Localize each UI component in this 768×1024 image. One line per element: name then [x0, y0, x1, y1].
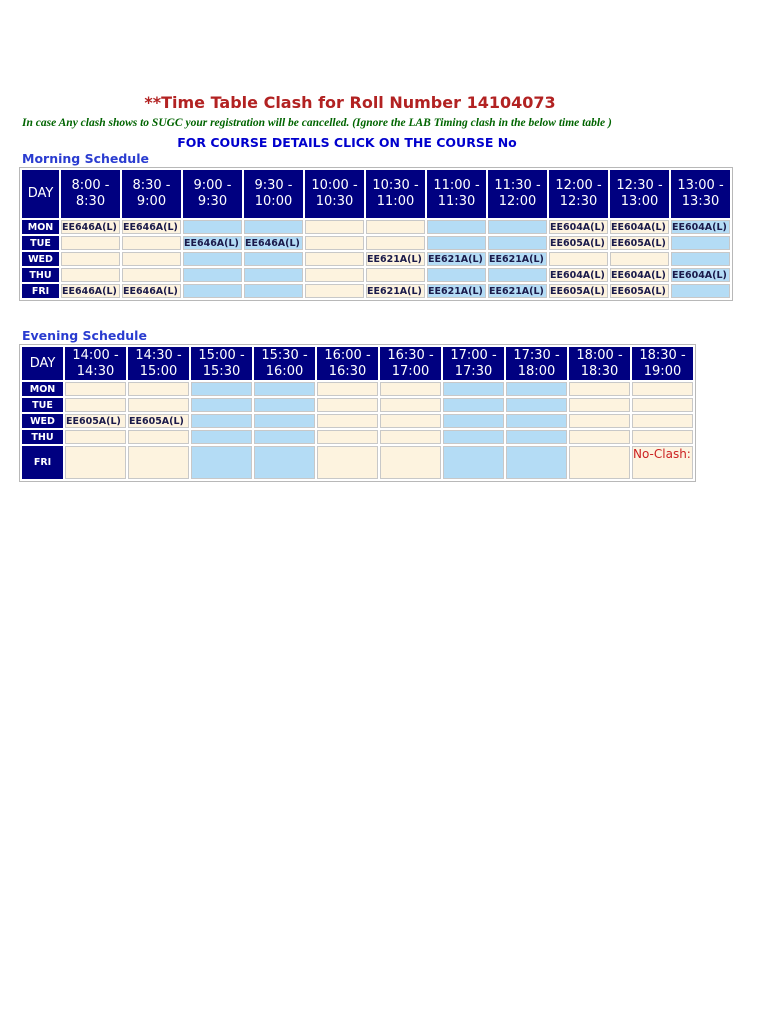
course-code-link[interactable]: EE621A(L)	[489, 253, 544, 265]
course-code-link[interactable]: EE646A(L)	[123, 285, 178, 297]
schedule-cell	[366, 220, 425, 234]
schedule-cell	[443, 414, 504, 428]
course-code-link[interactable]: EE605A(L)	[611, 237, 666, 249]
schedule-cell	[569, 430, 630, 444]
day-label: WED	[22, 414, 63, 428]
schedule-cell	[244, 268, 303, 282]
schedule-cell	[671, 236, 730, 250]
course-code-link[interactable]: EE646A(L)	[62, 221, 117, 233]
schedule-cell	[366, 236, 425, 250]
schedule-cell	[671, 268, 730, 282]
schedule-cell	[610, 236, 669, 250]
schedule-cell	[122, 268, 181, 282]
course-code-link[interactable]: EE621A(L)	[367, 253, 422, 265]
schedule-cell	[183, 236, 242, 250]
time-slot-header: 17:00 - 17:30	[443, 347, 504, 380]
course-code-link[interactable]: EE604A(L)	[672, 269, 727, 281]
schedule-cell	[128, 414, 189, 428]
schedule-cell	[506, 446, 567, 479]
day-column-header: DAY	[22, 170, 59, 218]
schedule-cell	[122, 236, 181, 250]
course-code-link[interactable]: EE621A(L)	[428, 285, 483, 297]
schedule-cell	[191, 382, 252, 396]
schedule-cell	[305, 220, 364, 234]
schedule-cell	[549, 268, 608, 282]
time-slot-header: 18:00 - 18:30	[569, 347, 630, 380]
schedule-row-thu	[22, 430, 693, 444]
course-code-link[interactable]: EE646A(L)	[245, 237, 300, 249]
schedule-cell	[610, 284, 669, 298]
course-code-link[interactable]: EE621A(L)	[489, 285, 544, 297]
schedule-cell	[254, 414, 315, 428]
schedule-cell	[65, 382, 126, 396]
schedule-cell	[183, 220, 242, 234]
schedule-cell	[305, 236, 364, 250]
schedule-cell	[488, 252, 547, 266]
evening-schedule-table	[19, 344, 696, 482]
time-slot-header: 14:00 - 14:30	[65, 347, 126, 380]
schedule-cell	[65, 430, 126, 444]
schedule-cell	[183, 284, 242, 298]
schedule-cell	[427, 252, 486, 266]
header-row	[22, 347, 693, 380]
schedule-cell	[61, 252, 120, 266]
schedule-cell	[380, 398, 441, 412]
course-code-link[interactable]: EE604A(L)	[550, 221, 605, 233]
schedule-cell	[122, 284, 181, 298]
schedule-cell	[427, 284, 486, 298]
schedule-cell	[317, 414, 378, 428]
schedule-cell	[317, 398, 378, 412]
course-code-link[interactable]: EE621A(L)	[428, 253, 483, 265]
schedule-cell	[61, 268, 120, 282]
schedule-row-thu	[22, 268, 730, 282]
time-slot-header: 11:00 - 11:30	[427, 170, 486, 218]
schedule-cell	[506, 414, 567, 428]
time-slot-header: 10:00 - 10:30	[305, 170, 364, 218]
morning-schedule-table	[19, 167, 733, 301]
schedule-cell	[183, 268, 242, 282]
schedule-cell	[65, 414, 126, 428]
schedule-cell	[305, 268, 364, 282]
schedule-cell	[427, 268, 486, 282]
time-slot-header: 15:30 - 16:00	[254, 347, 315, 380]
schedule-row-tue	[22, 236, 730, 250]
schedule-cell	[61, 220, 120, 234]
schedule-cell	[305, 284, 364, 298]
schedule-cell	[191, 398, 252, 412]
course-details-link[interactable]: FOR COURSE DETAILS CLICK ON THE COURSE No	[177, 135, 517, 150]
schedule-cell	[254, 430, 315, 444]
course-code-link[interactable]: EE605A(L)	[129, 415, 184, 427]
schedule-cell	[632, 398, 693, 412]
day-column-header: DAY	[22, 347, 63, 380]
morning-schedule-label: Morning Schedule	[22, 151, 149, 166]
schedule-cell	[443, 446, 504, 479]
schedule-cell	[61, 284, 120, 298]
time-slot-header: 18:30 - 19:00	[632, 347, 693, 380]
time-slot-header: 12:00 - 12:30	[549, 170, 608, 218]
schedule-cell	[671, 220, 730, 234]
day-label: THU	[22, 268, 59, 282]
schedule-cell	[244, 252, 303, 266]
schedule-cell	[427, 236, 486, 250]
page-title: **Time Table Clash for Roll Number 14104073	[144, 93, 556, 112]
clash-warning-note: In case Any clash shows to SUGC your registration will be cancelled. (Ignore the LAB Timing clash in the below time table )	[22, 117, 612, 129]
schedule-cell	[122, 220, 181, 234]
course-code-link[interactable]: EE605A(L)	[611, 285, 666, 297]
schedule-cell	[506, 398, 567, 412]
schedule-cell	[427, 220, 486, 234]
header-row	[22, 170, 730, 218]
schedule-row-fri	[22, 446, 693, 479]
day-label: TUE	[22, 398, 63, 412]
schedule-cell	[610, 220, 669, 234]
schedule-cell	[610, 252, 669, 266]
time-slot-header: 9:30 - 10:00	[244, 170, 303, 218]
day-label: MON	[22, 382, 63, 396]
schedule-cell	[191, 430, 252, 444]
time-slot-header: 16:00 - 16:30	[317, 347, 378, 380]
schedule-cell	[305, 252, 364, 266]
day-label: TUE	[22, 236, 59, 250]
schedule-cell	[128, 446, 189, 479]
schedule-cell	[632, 430, 693, 444]
schedule-cell	[254, 398, 315, 412]
schedule-row-mon	[22, 382, 693, 396]
schedule-cell	[632, 414, 693, 428]
time-slot-header: 9:00 - 9:30	[183, 170, 242, 218]
course-code-link[interactable]: EE646A(L)	[184, 237, 239, 249]
schedule-cell	[317, 382, 378, 396]
schedule-cell	[488, 268, 547, 282]
schedule-cell	[380, 414, 441, 428]
time-slot-header: 16:30 - 17:00	[380, 347, 441, 380]
schedule-cell	[128, 398, 189, 412]
schedule-cell	[244, 284, 303, 298]
schedule-cell	[569, 382, 630, 396]
schedule-cell	[671, 284, 730, 298]
schedule-cell	[183, 252, 242, 266]
schedule-cell	[244, 220, 303, 234]
day-label: THU	[22, 430, 63, 444]
schedule-cell	[632, 382, 693, 396]
time-slot-header: 13:00 - 13:30	[671, 170, 730, 218]
schedule-cell	[610, 268, 669, 282]
schedule-cell	[122, 252, 181, 266]
time-slot-header: 12:30 - 13:00	[610, 170, 669, 218]
schedule-cell	[549, 252, 608, 266]
schedule-row-tue	[22, 398, 693, 412]
schedule-cell	[380, 382, 441, 396]
time-slot-header: 10:30 - 11:00	[366, 170, 425, 218]
course-code-link[interactable]: EE621A(L)	[367, 285, 422, 297]
schedule-cell	[366, 284, 425, 298]
course-code-link[interactable]: EE604A(L)	[611, 221, 666, 233]
schedule-cell	[488, 236, 547, 250]
schedule-cell	[380, 430, 441, 444]
course-code-link[interactable]: EE605A(L)	[550, 285, 605, 297]
time-slot-header: 17:30 - 18:00	[506, 347, 567, 380]
schedule-row-wed	[22, 252, 730, 266]
schedule-cell	[128, 430, 189, 444]
course-code-link[interactable]: EE646A(L)	[62, 285, 117, 297]
schedule-cell	[191, 446, 252, 479]
schedule-cell	[65, 446, 126, 479]
schedule-cell	[443, 382, 504, 396]
time-slot-header: 14:30 - 15:00	[128, 347, 189, 380]
time-slot-header: 8:30 - 9:00	[122, 170, 181, 218]
day-label: FRI	[22, 284, 59, 298]
schedule-row-wed	[22, 414, 693, 428]
schedule-cell	[569, 446, 630, 479]
course-code-link[interactable]: EE646A(L)	[123, 221, 178, 233]
schedule-cell	[549, 220, 608, 234]
schedule-cell	[254, 382, 315, 396]
schedule-cell	[488, 220, 547, 234]
schedule-cell	[61, 236, 120, 250]
day-label: MON	[22, 220, 59, 234]
course-code-link[interactable]: EE605A(L)	[66, 415, 121, 427]
schedule-cell	[569, 414, 630, 428]
schedule-row-fri	[22, 284, 730, 298]
course-code-link[interactable]: EE604A(L)	[550, 269, 605, 281]
no-clash-status: No-Clash:	[632, 446, 693, 479]
evening-schedule-label: Evening Schedule	[22, 328, 147, 343]
day-label: WED	[22, 252, 59, 266]
schedule-cell	[569, 398, 630, 412]
time-slot-header: 11:30 - 12:00	[488, 170, 547, 218]
schedule-cell	[380, 446, 441, 479]
schedule-cell	[549, 284, 608, 298]
schedule-cell	[244, 236, 303, 250]
schedule-cell	[443, 398, 504, 412]
time-slot-header: 8:00 - 8:30	[61, 170, 120, 218]
schedule-cell	[671, 252, 730, 266]
time-slot-header: 15:00 - 15:30	[191, 347, 252, 380]
schedule-cell	[488, 284, 547, 298]
schedule-cell	[254, 446, 315, 479]
schedule-cell	[366, 268, 425, 282]
schedule-cell	[506, 430, 567, 444]
schedule-cell	[128, 382, 189, 396]
schedule-cell	[65, 398, 126, 412]
schedule-cell	[366, 252, 425, 266]
course-code-link[interactable]: EE604A(L)	[672, 221, 727, 233]
schedule-cell	[443, 430, 504, 444]
schedule-row-mon	[22, 220, 730, 234]
course-code-link[interactable]: EE604A(L)	[611, 269, 666, 281]
schedule-cell	[549, 236, 608, 250]
schedule-cell	[506, 382, 567, 396]
course-code-link[interactable]: EE605A(L)	[550, 237, 605, 249]
schedule-cell	[191, 414, 252, 428]
day-label: FRI	[22, 446, 63, 479]
schedule-cell	[317, 430, 378, 444]
schedule-cell	[317, 446, 378, 479]
